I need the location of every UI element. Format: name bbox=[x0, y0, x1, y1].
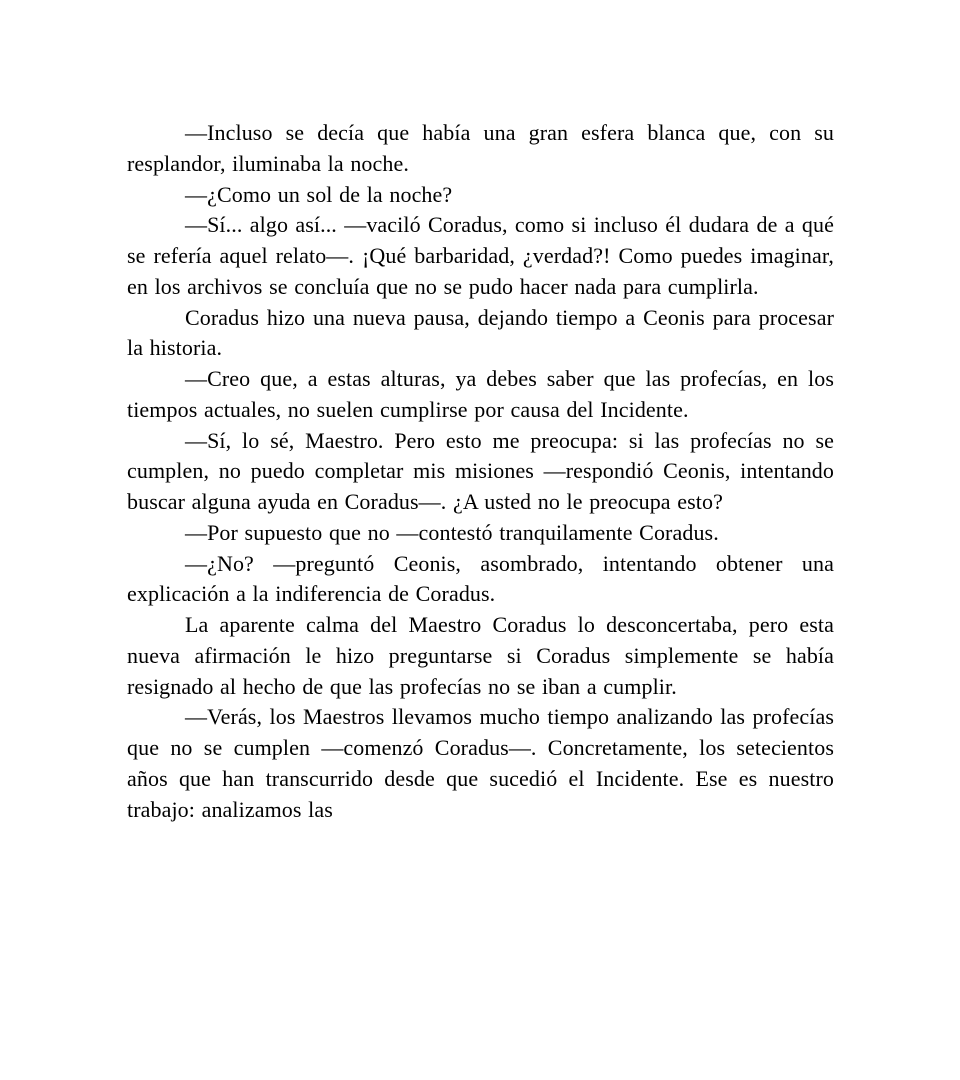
paragraph: Coradus hizo una nueva pausa, dejando tiempo a Ceonis para procesar la historia. bbox=[127, 304, 834, 361]
paragraph: —Por supuesto que no —contestó tranquilamente Coradus. bbox=[185, 519, 719, 545]
paragraph: —¿No? —preguntó Ceonis, asombrado, intentando obtener una explicación a la indiferencia de Coradus. bbox=[127, 550, 834, 607]
paragraph: —Incluso se decía que había una gran esfera blanca que, con su resplandor, iluminaba la noche. bbox=[127, 120, 834, 176]
paragraph: —¿Como un sol de la noche? bbox=[185, 181, 453, 207]
paragraph: —Verás, los Maestros llevamos mucho tiempo analizando las profecías que no se cumplen —comenzó Coradus—. Concretamente, los setecientos años que han transcurrido desde que sucedió el Incidente. Ese es nuestro trabajo: analizamos las bbox=[127, 704, 834, 822]
paragraph: —Sí, lo sé, Maestro. Pero esto me preocupa: si las profecías no se cumplen, no puedo completar mis misiones —respondió Ceonis, intentando buscar alguna ayuda en Coradus—. ¿A usted no le preocupa esto? bbox=[127, 427, 834, 514]
paragraph: —Creo que, a estas alturas, ya debes saber que las profecías, en los tiempos actuales, no suelen cumplirse por causa del Incidente. bbox=[127, 366, 834, 422]
paragraph: La aparente calma del Maestro Coradus lo desconcertaba, pero esta nueva afirmación le hizo preguntarse si Coradus simplemente se había resignado al hecho de que las profecías no se iban a cumplir. bbox=[127, 612, 834, 699]
book-page bbox=[127, 118, 834, 825]
paragraph: —Sí... algo así... —vaciló Coradus, como si incluso él dudara de a qué se refería aquel relato—. ¡Qué barbaridad, ¿verdad?! Como puedes imaginar, en los archivos se concluía que no se pudo hacer nada para cumplirla. bbox=[127, 212, 834, 299]
